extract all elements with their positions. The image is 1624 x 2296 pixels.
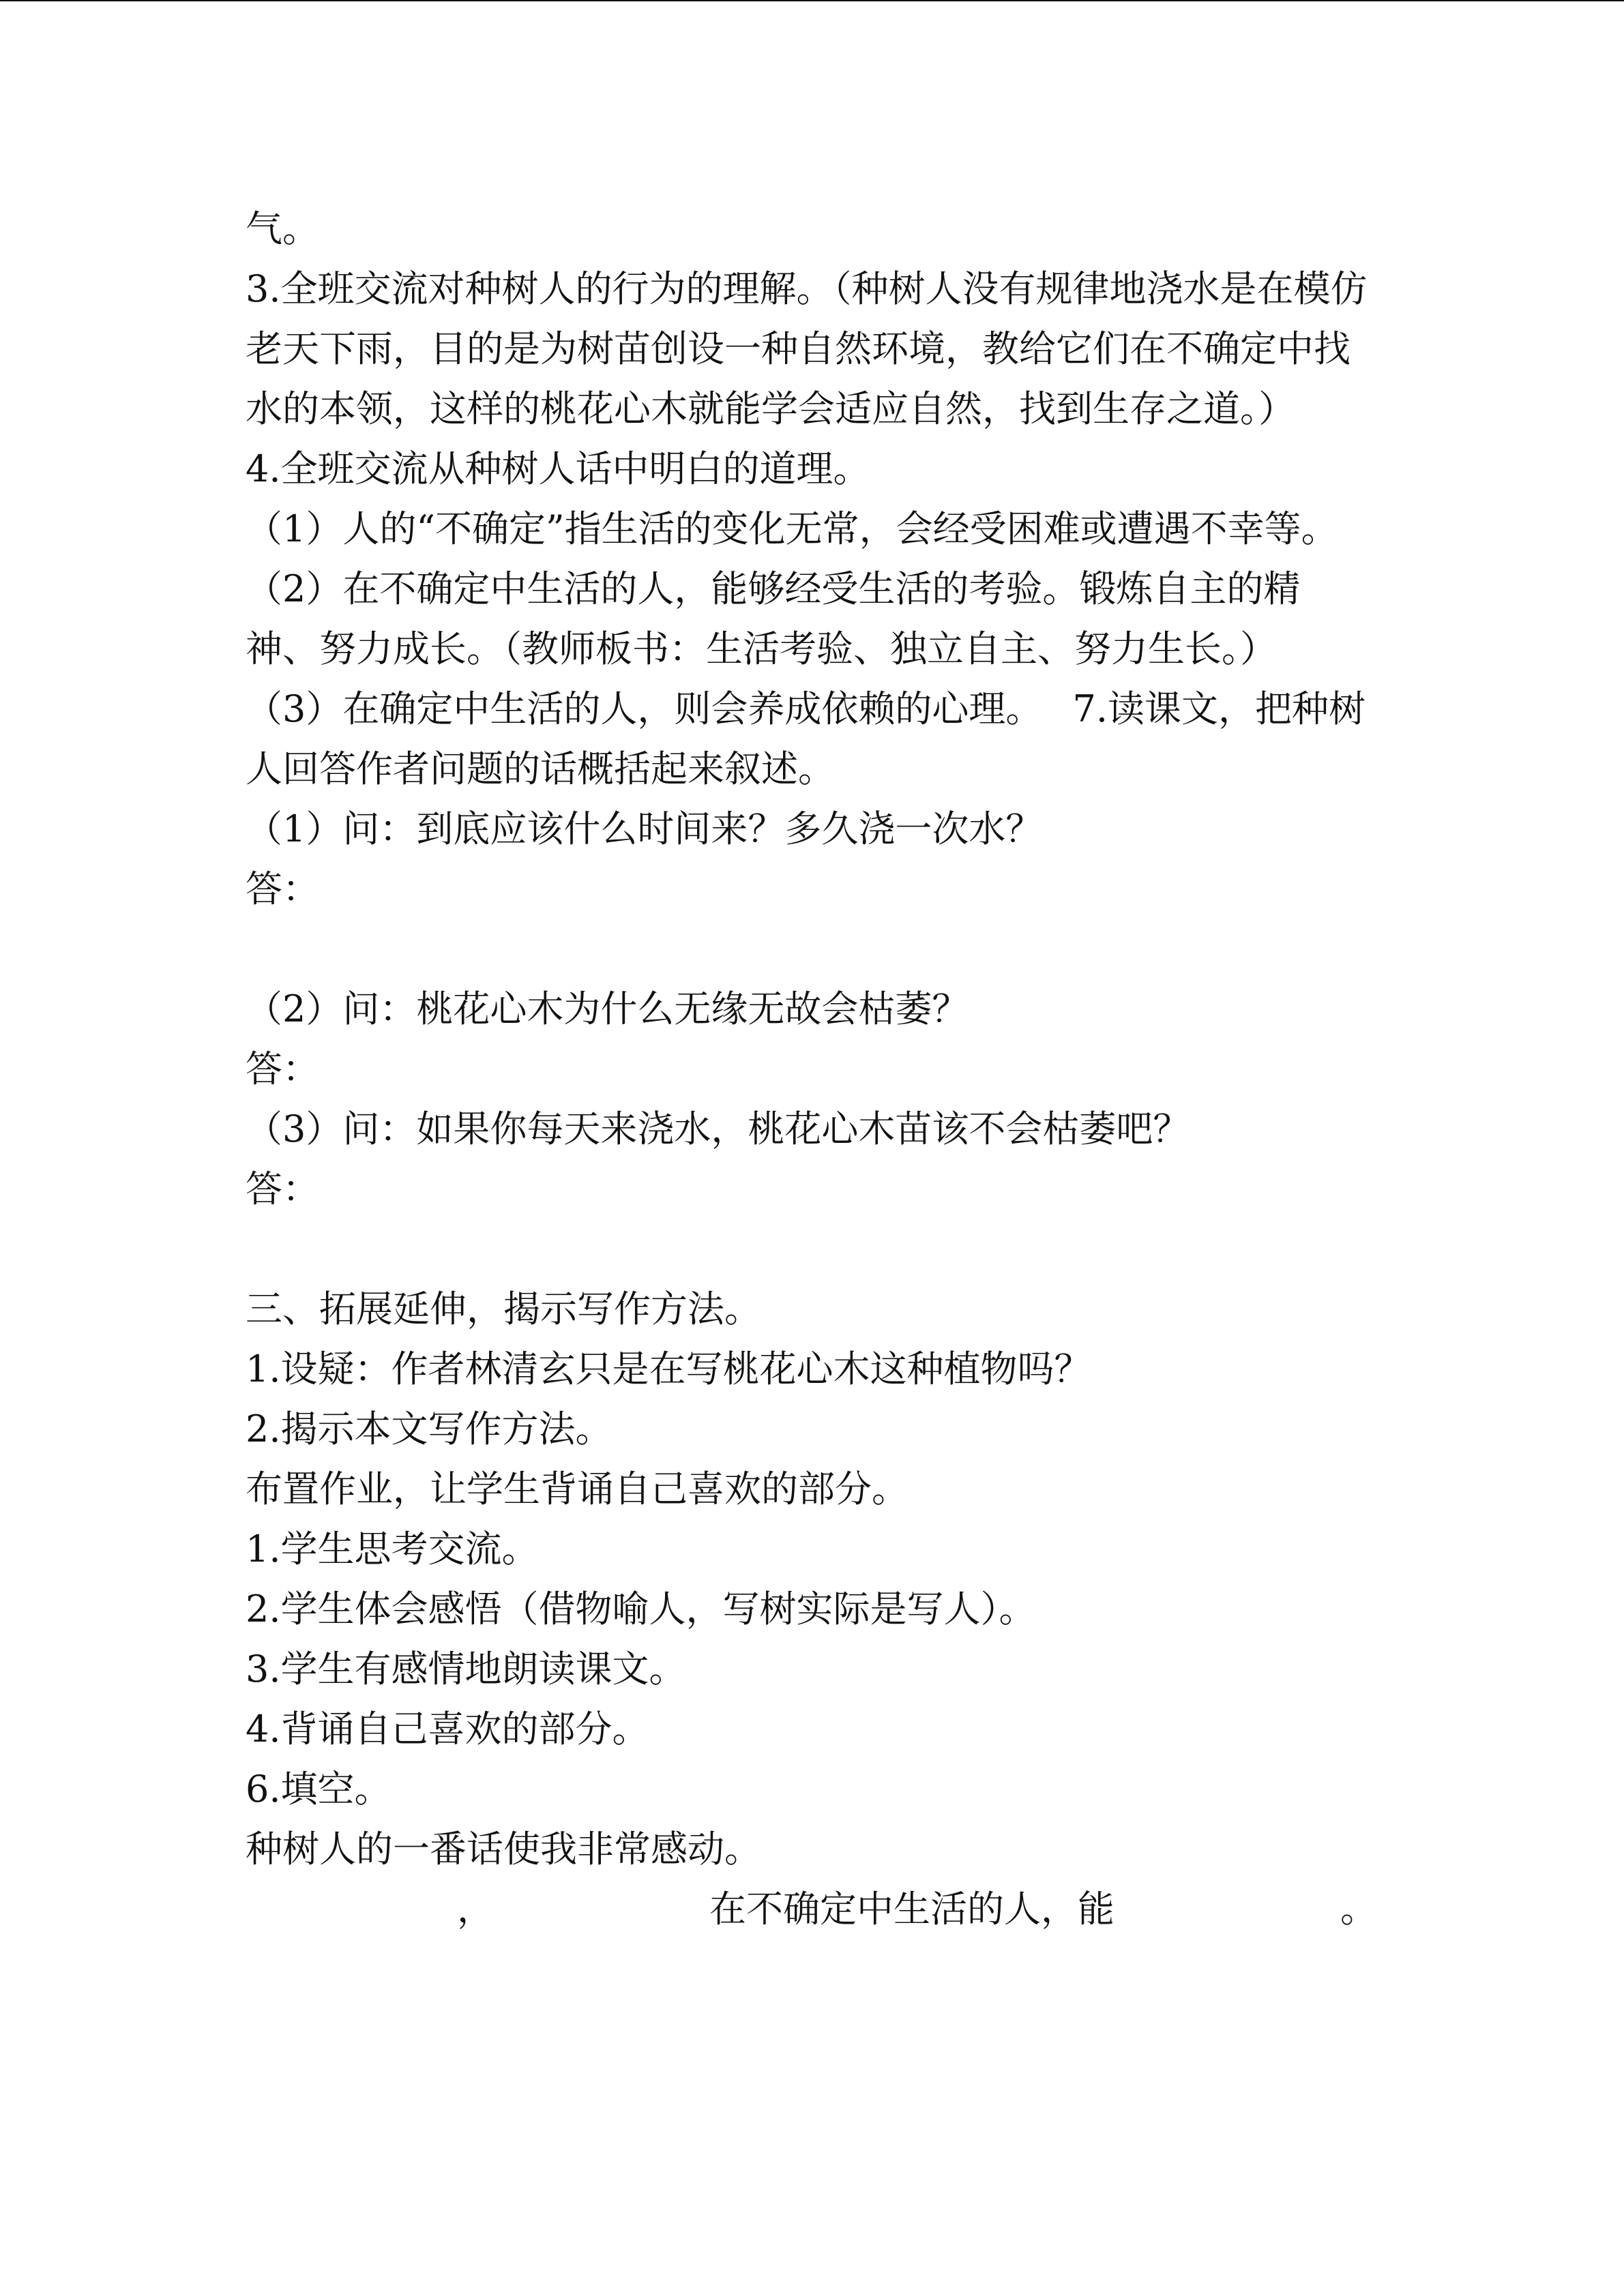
text-line: （1）人的“不确定”指生活的变化无常，会经受困难或遭遇不幸等。 <box>246 507 1338 550</box>
text-line: 4.背诵自己喜欢的部分。 <box>246 1708 649 1750</box>
answer-label: 答： <box>246 1167 319 1210</box>
answer-blank-space <box>246 919 1371 979</box>
text-line: （3）问：如果你每天来浇水，桃花心木苗该不会枯萎吧？ <box>246 1107 1190 1150</box>
fill-in-blank-line <box>246 1879 1377 1939</box>
fill-end: 。 <box>1340 1888 1377 1930</box>
text-line: 1.设疑：作者林清玄只是在写桃花心木这种植物吗？ <box>246 1347 1091 1390</box>
text-line: 气。 <box>246 207 319 250</box>
text-line: 2.学生体会感悟（借物喻人，写树实际是写人）。 <box>246 1587 1036 1630</box>
text-line: （2）在不确定中生活的人，能够经受生活的考验。锻炼自主的精神、努力成长。（教师板书：生活考验、独立自主、努力生长。） <box>246 567 1301 670</box>
fill-comma: ， <box>457 1888 494 1930</box>
text-line: 4.全班交流从种树人话中明白的道理。 <box>246 447 870 490</box>
section-heading: 三、拓展延伸，揭示写作方法。 <box>246 1287 761 1330</box>
text-line: （3）在确定中生活的人，则会养成依赖的心理。 7.读课文，把种树人回答作者问题的话概括起来叙述。 <box>246 687 1366 790</box>
fill-text: 在不确定中生活的人，能 <box>709 1888 1114 1930</box>
document-body <box>246 199 1377 1939</box>
text-line: 6.填空。 <box>246 1768 392 1810</box>
answer-blank-space <box>246 1219 1371 1279</box>
text-line: 3.学生有感情地朗读课文。 <box>246 1648 686 1690</box>
answer-label: 答： <box>246 867 319 910</box>
text-line: 布置作业，让学生背诵自己喜欢的部分。 <box>246 1467 909 1510</box>
text-line: 种树人的一番话使我非常感动。 <box>246 1828 761 1870</box>
text-line: （1）问：到底应该什么时间来？多久浇一次水？ <box>246 807 1043 850</box>
text-line: 3.全班交流对种树人的行为的理解。（种树人没有规律地浇水是在模仿老天下雨，目的是为树苗创设一种自然环境，教给它们在不确定中找水的本领，这样的桃花心木就能学会适应自然，找到生存之道。） <box>246 267 1368 430</box>
text-line: 2.揭示本文写作方法。 <box>246 1407 612 1450</box>
answer-label: 答： <box>246 1047 319 1090</box>
text-line: 1.学生思考交流。 <box>246 1527 539 1570</box>
text-line: （2）问：桃花心木为什么无缘无故会枯萎？ <box>246 987 969 1030</box>
